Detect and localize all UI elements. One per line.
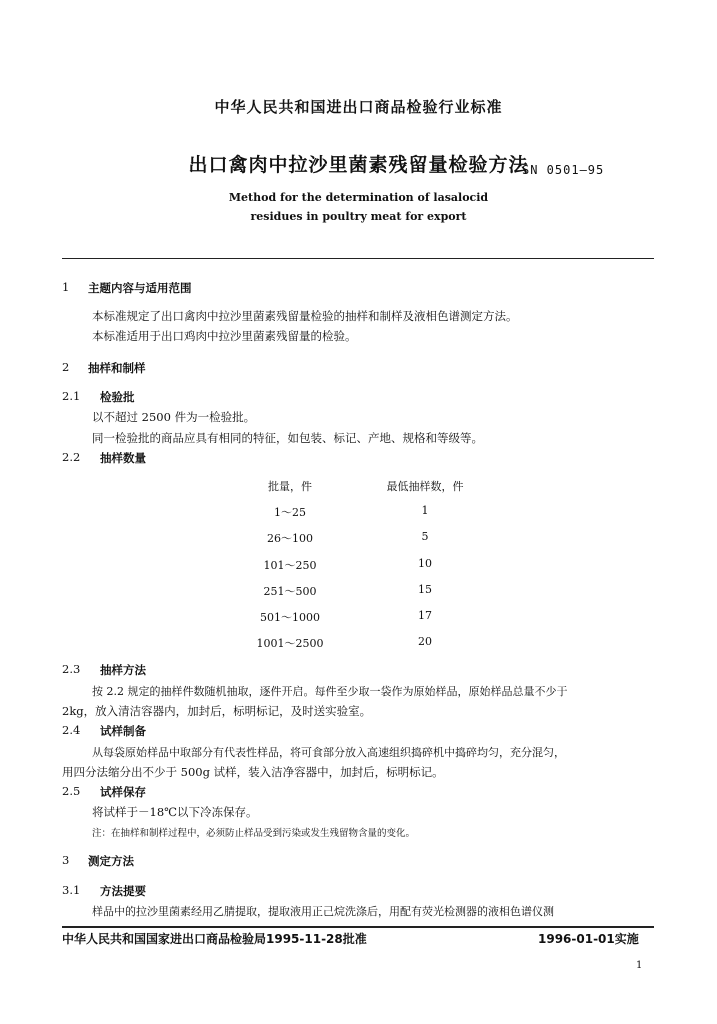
table-cell-lot-size: 251～500 — [263, 585, 317, 598]
section-2-5-note: 注：在抽样和制样过程中，必须防止样品受到污染或发生残留物含量的变化。 — [92, 828, 416, 839]
section-2-1-title: 检验批 — [100, 390, 135, 404]
table-cell-lot-size: 1001～2500 — [256, 637, 324, 650]
section-2-4-paragraph-1: 从每袋原始样品中取部分有代表性样品，将可食部分放入高速组织捣碎机中捣碎均匀，充分混匀， — [92, 746, 565, 759]
header-divider — [62, 258, 654, 259]
section-2-2-number: 2.2 — [62, 450, 81, 464]
section-2-number: 2 — [62, 360, 70, 374]
approval-line: 中华人民共和国国家进出口商品检验局1995-11-28批准 — [62, 932, 367, 946]
section-2-2-title: 抽样数量 — [100, 451, 146, 465]
section-2-4-number: 2.4 — [62, 723, 81, 737]
footer-divider — [62, 926, 654, 928]
table-cell-min-samples: 10 — [418, 557, 432, 570]
section-2-1-number: 2.1 — [62, 389, 81, 403]
section-3-title: 测定方法 — [88, 854, 134, 868]
section-2-5-paragraph-1: 将试样于－18℃以下冷冻保存。 — [92, 805, 258, 819]
page-number: 1 — [636, 960, 643, 971]
section-1-number: 1 — [62, 280, 70, 294]
table-cell-min-samples: 1 — [421, 504, 429, 517]
table-cell-lot-size: 101～250 — [263, 559, 317, 572]
section-2-5-title: 试样保存 — [100, 785, 146, 799]
section-2-3-paragraph-1: 按 2.2 规定的抽样件数随机抽取，逐件开启。每件至少取一袋作为原始样品，原始样品总量不少于 — [92, 685, 568, 698]
section-1-title: 主题内容与适用范围 — [88, 281, 192, 295]
section-2-1-paragraph-1: 以不超过 2500 件为一检验批。 — [92, 410, 256, 424]
table-header-min-samples: 最低抽样数，件 — [386, 480, 464, 493]
table-cell-min-samples: 20 — [418, 635, 432, 648]
table-header-lot-size: 批量，件 — [268, 480, 312, 493]
standard-org-header: 中华人民共和国进出口商品检验行业标准 — [214, 98, 503, 116]
document-title-en-line2: residues in poultry meat for export — [250, 210, 467, 223]
document-title-en-line1: Method for the determination of lasalocid — [228, 191, 489, 204]
table-cell-lot-size: 26～100 — [267, 532, 313, 545]
table-cell-min-samples: 5 — [421, 530, 429, 543]
section-3-1-paragraph-1: 样品中的拉沙里菌素经用乙腈提取，提取液用正己烷洗涤后，用配有荧光检测器的液相色谱仪测 — [92, 905, 554, 918]
section-3-1-title: 方法提要 — [100, 884, 146, 898]
effective-date: 1996-01-01实施 — [538, 932, 639, 946]
section-2-3-title: 抽样方法 — [100, 663, 146, 677]
section-1-paragraph-2: 本标准适用于出口鸡肉中拉沙里菌素残留量的检验。 — [92, 329, 357, 343]
table-cell-lot-size: 1～25 — [274, 506, 306, 519]
section-2-4-paragraph-2: 用四分法缩分出不少于 500g 试样，装入洁净容器中，加封后，标明标记。 — [62, 765, 444, 779]
standard-code: SN 0501—95 — [522, 163, 605, 177]
section-1-paragraph-1: 本标准规定了出口禽肉中拉沙里菌素残留量检验的抽样和制样及液相色谱测定方法。 — [92, 309, 518, 323]
section-2-4-title: 试样制备 — [100, 724, 146, 738]
document-title-cn: 出口禽肉中拉沙里菌素残留量检验方法 — [188, 154, 529, 176]
section-3-1-number: 3.1 — [62, 883, 81, 897]
section-2-5-number: 2.5 — [62, 784, 81, 798]
section-2-3-number: 2.3 — [62, 662, 81, 676]
section-2-3-paragraph-2: 2kg，放入清洁容器内，加封后，标明标记，及时送实验室。 — [62, 704, 372, 718]
section-2-1-paragraph-2: 同一检验批的商品应具有相同的特征，如包装、标记、产地、规格和等级等。 — [92, 431, 483, 445]
table-cell-min-samples: 17 — [418, 609, 432, 622]
section-2-title: 抽样和制样 — [88, 361, 146, 375]
section-3-number: 3 — [62, 853, 70, 867]
table-cell-min-samples: 15 — [418, 583, 432, 596]
table-cell-lot-size: 501～1000 — [260, 611, 320, 624]
